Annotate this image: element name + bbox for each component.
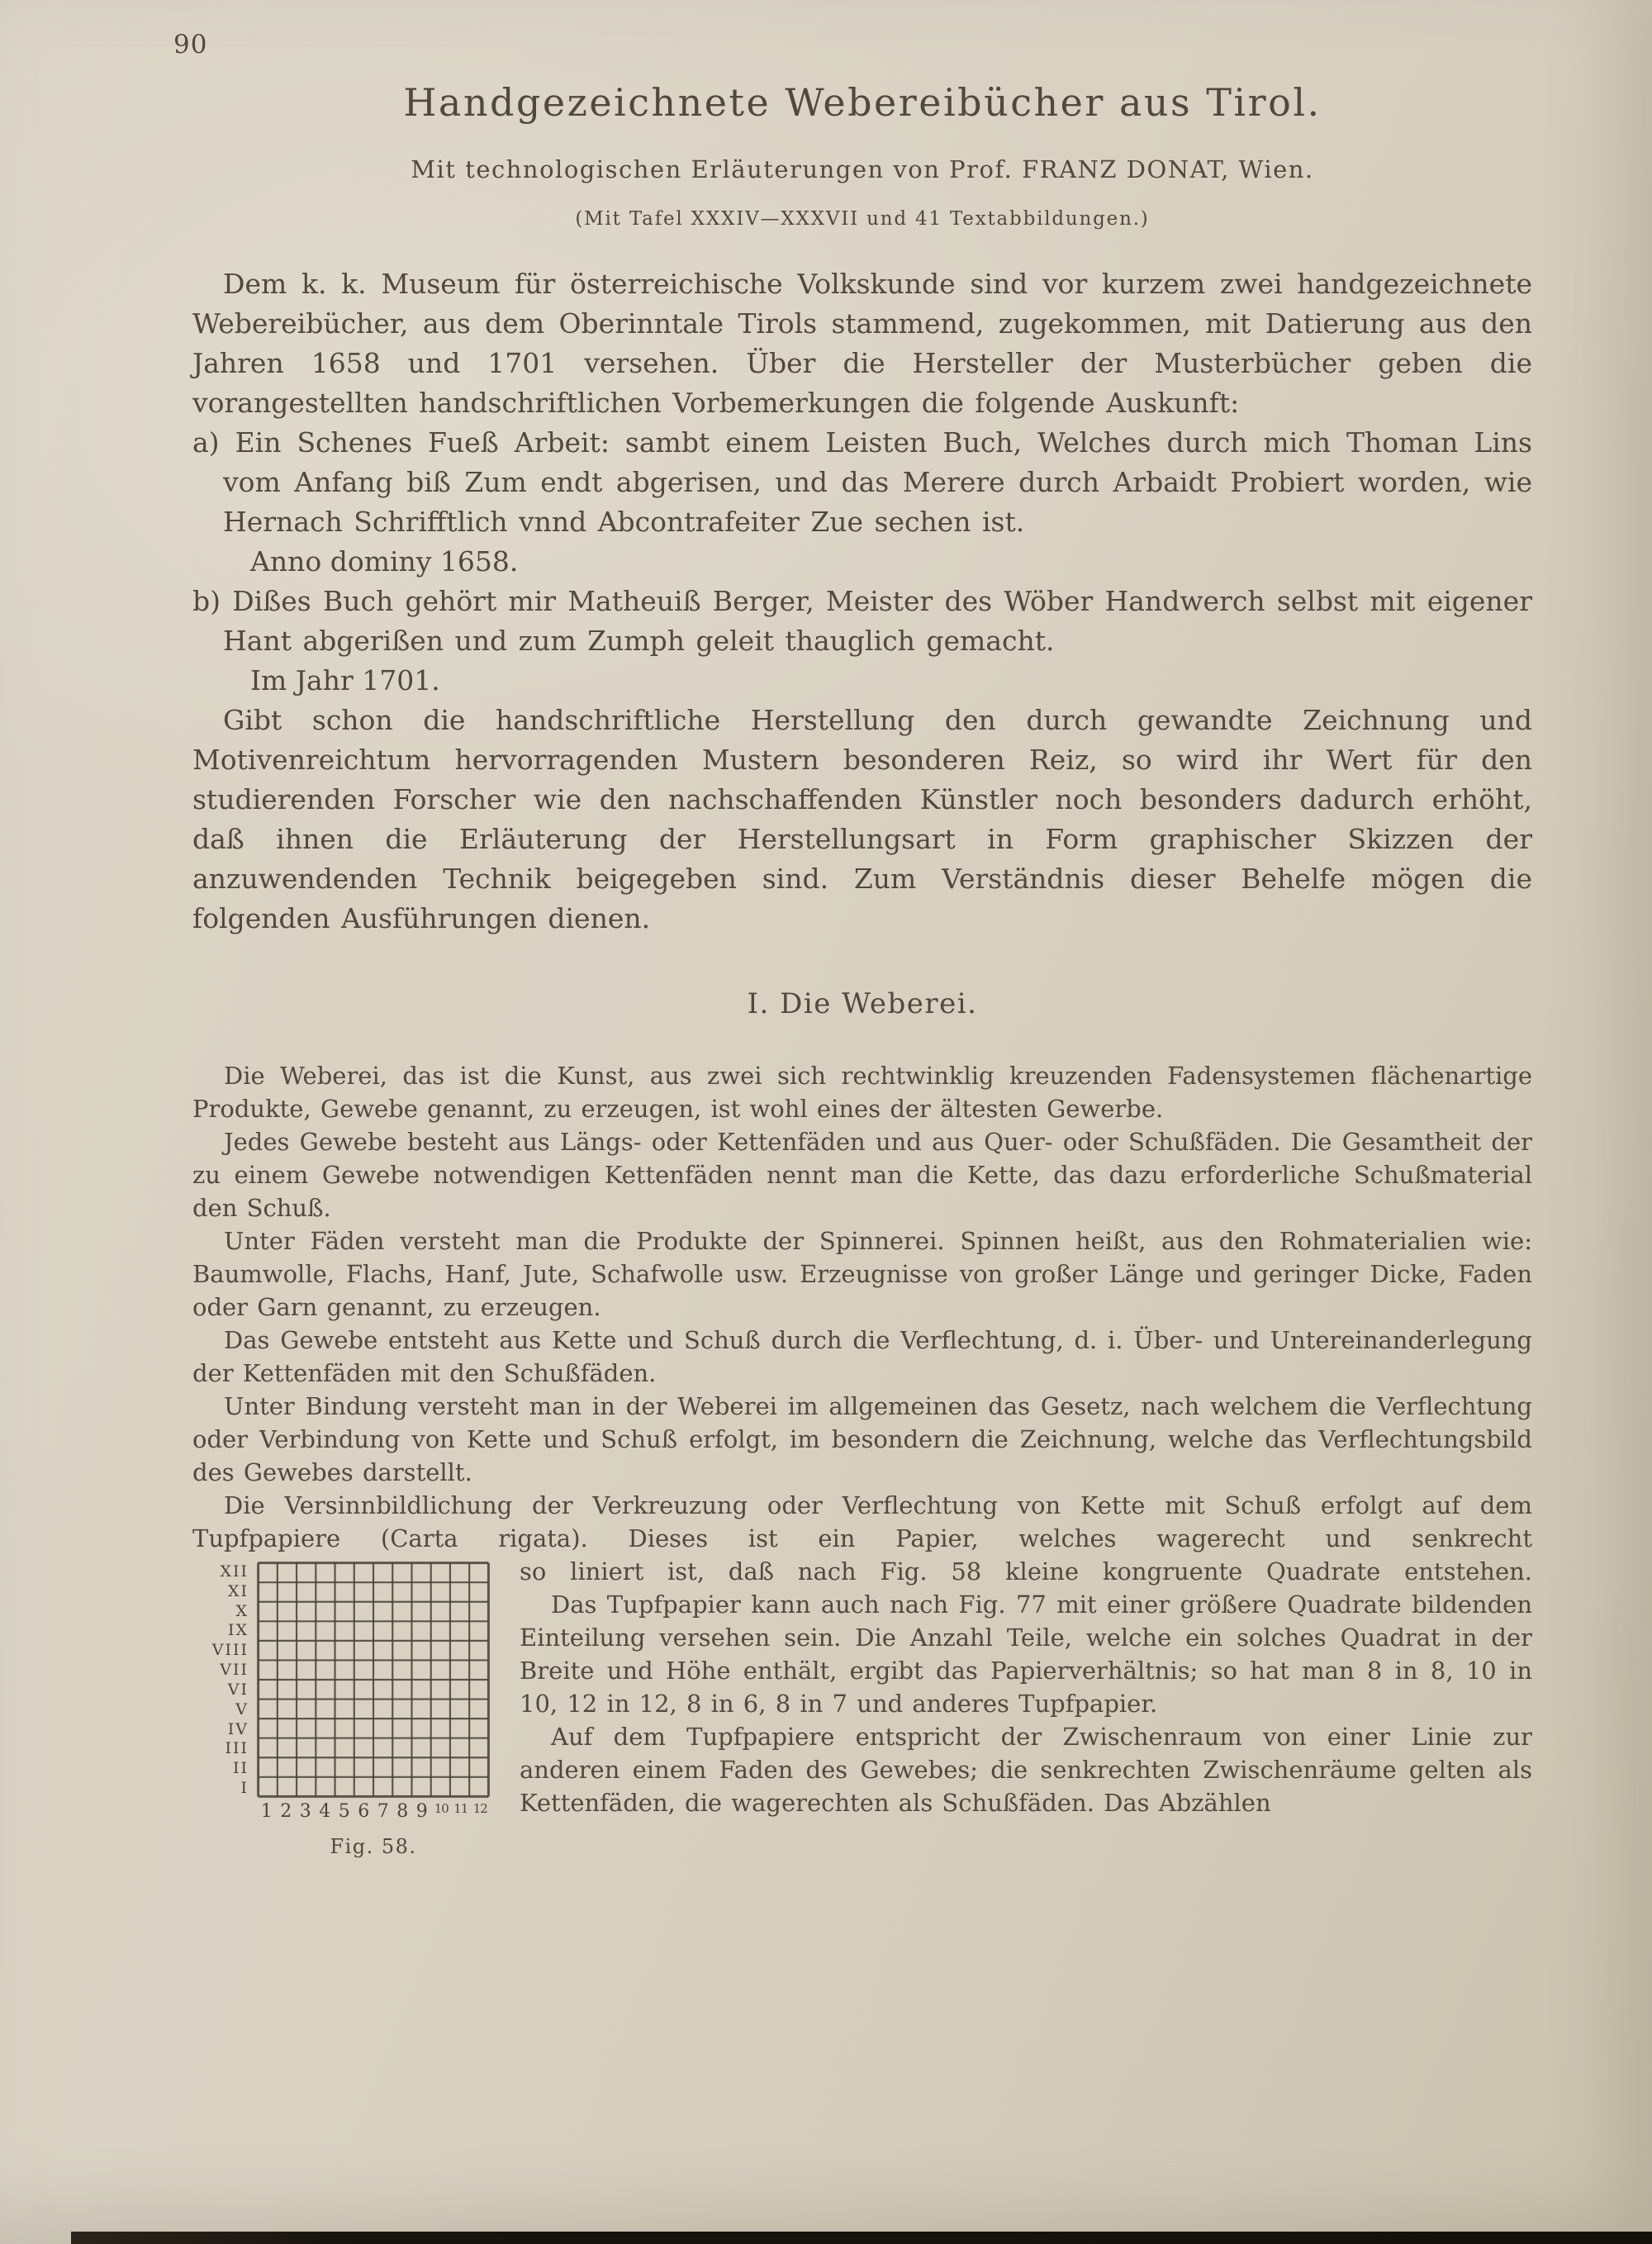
figure-col-label: 6: [358, 1801, 370, 1822]
page-subtitle: Mit technologischen Erläuterungen von Prof. FRANZ DONAT, Wien.: [411, 155, 1314, 183]
list-item-b: [192, 582, 1532, 661]
figure-row-label: VIII: [211, 1641, 249, 1660]
list-item-a-label: a): [192, 426, 220, 459]
section-paragraph: Unter Bindung versteht man in der Weberei im allgemeinen das Gesetz, nach welchem die Verflechtung oder Verbindung von Kette und Schuß erfolgt, im besondern die Zeichnung, welche das Verflechtungsbild des Gewebes darstellt.: [192, 1392, 1532, 1486]
figure-row-label: VII: [220, 1661, 249, 1680]
figure-58: [192, 1562, 500, 1858]
figure-row-labels: [192, 1562, 257, 1798]
section-paragraph: Das Gewebe entsteht aus Kette und Schuß durch die Verflechtung, d. i. Über- und Untereinanderlegung der Kettenfäden mit den Schußfäden.: [192, 1326, 1532, 1387]
figure-col-label: 1: [260, 1801, 273, 1822]
beside-figure-paragraph: Auf dem Tupfpapiere entspricht der Zwischenraum von einer Linie zur anderen einem Faden des Gewebes; die senkrechten Zwischenräume gelten als Kettenfäden, die wagerechten als Schußfäden. Das Abzählen: [520, 1723, 1532, 1817]
list-item-b-date: Im Jahr 1701.: [250, 664, 440, 696]
list-item-a-text: Ein Schenes Fueß Arbeit: sambt einem Leisten Buch, Welches durch mich Thoman Lins vom Anfang biß Zum endt abgerisen, und das Merere durch Arbaidt Probiert worden, wie Hernach Schrifftlich vnnd Abcontrafeiter Zue sechen ist.: [223, 426, 1532, 538]
figure-col-label: 4: [319, 1801, 331, 1822]
intro-paragraph: Dem k. k. Museum für österreichische Volkskunde sind vor kurzem zwei handgezeichnete Webereibücher, aus dem Oberinntale Tirols stammend, zugekommen, mit Datierung aus den Jahren 1658 und 1701 versehen. Über die Hersteller der Musterbücher geben die vorangestellten handschriftlichen Vorbemerkungen die folgende Auskunft:: [192, 268, 1532, 419]
figure-col-label: 11: [453, 1801, 468, 1816]
page-title: Handgezeichnete Webereibücher aus Tirol.: [403, 80, 1322, 125]
figure-col-label: 9: [415, 1801, 428, 1822]
section-paragraph: Die Weberei, das ist die Kunst, aus zwei sich rechtwinklig kreuzenden Fadensystemen flächenartige Produkte, Gewebe genannt, zu erzeugen, ist wohl eines der ältesten Gewerbe.: [192, 1062, 1532, 1123]
list-item-a-date: Anno dominy 1658.: [250, 545, 519, 578]
figure-row-label: XI: [227, 1581, 249, 1600]
section-paragraph: Jedes Gewebe besteht aus Längs- oder Kettenfäden und aus Quer- oder Schußfäden. Die Gesamtheit der zu einem Gewebe notwendigen Kettenfäden nennt man die Kette, das dazu erforderliche Schußmaterial den Schuß.: [192, 1128, 1532, 1222]
beside-figure-paragraph: Das Tupfpapier kann auch nach Fig. 77 mit einer größere Quadrate bildenden Einteilung versehen sein. Die Anzahl Teile, welche ein solches Quadrat in der Breite und Höhe enthält, ergibt das Papierverhältnis; so hat man 8 in 8, 10 in 10, 12 in 12, 8 in 6, 8 in 7 und anderes Tupfpapier.: [520, 1590, 1532, 1718]
page-content: [192, 0, 1532, 1888]
figure-col-label: 12: [472, 1801, 487, 1816]
list-item-b-label: b): [192, 585, 221, 617]
pre-figure-paragraph: Die Versinnbildlichung der Verkreuzung oder Verflechtung von Kette mit Schuß erfolgt auf dem Tupfpapiere (Carta rigata). Dieses ist ein Papier, welches wagerecht und senkrecht: [192, 1491, 1532, 1552]
section-heading: I. Die Weberei.: [747, 987, 978, 1020]
figure-col-label: 8: [396, 1801, 409, 1822]
list-item-a: [192, 423, 1532, 542]
figure-row-label: X: [235, 1601, 249, 1620]
figure-col-label: 7: [377, 1801, 389, 1822]
tupfpapier-grid: [257, 1562, 490, 1798]
figure-col-label: 3: [299, 1801, 311, 1822]
list-item-b-text: Dißes Buch gehört mir Matheuiß Berger, Meister des Wöber Handwerch selbst mit eigener Hant abgerißen und zum Zumph geleit thauglich gemacht.: [223, 585, 1532, 657]
page-number: 90: [173, 30, 208, 59]
figure-row-label: V: [235, 1700, 249, 1719]
figure-grid-area: [192, 1562, 500, 1798]
figure-col-labels: [257, 1801, 490, 1822]
figure-row-label: I: [240, 1779, 249, 1798]
figure-col-label: 2: [280, 1801, 292, 1822]
figure-text-flow: [192, 1555, 1532, 1888]
figure-row-label: IV: [227, 1719, 249, 1738]
beside-figure-paragraph: so liniert ist, daß nach Fig. 58 kleine kongruente Quadrate entstehen.: [520, 1557, 1532, 1586]
figure-row-label: II: [232, 1759, 249, 1778]
scan-bottom-edge: [71, 2232, 1652, 2244]
section-paragraph: Unter Fäden versteht man die Produkte der Spinnerei. Spinnen heißt, aus den Rohmaterialien wie: Baumwolle, Flachs, Hanf, Jute, Schafwolle usw. Erzeugnisse von großer Länge und geringer Dicke, Faden oder Garn genannt, zu erzeugen.: [192, 1227, 1532, 1321]
figure-row-label: III: [225, 1739, 249, 1758]
plates-note: (Mit Tafel XXXIV—XXXVII und 41 Textabbildungen.): [575, 208, 1150, 230]
intro-closing-paragraph: Gibt schon die handschriftliche Herstellung den durch gewandte Zeichnung und Motivenreichtum hervorragenden Mustern besonderen Reiz, so wird ihr Wert für den studierenden Forscher wie den nachschaffenden Künstler noch besonders dadurch erhöht, daß ihnen die Erläuterung der Herstellungsart in Form graphischer Skizzen der anzuwendenden Technik beigegeben sind. Zum Verständnis dieser Behelfe mögen die folgenden Ausführungen dienen.: [192, 704, 1532, 934]
figure-row-label: XII: [220, 1562, 249, 1581]
figure-col-label: 10: [434, 1801, 449, 1816]
figure-row-label: IX: [227, 1621, 249, 1640]
figure-col-label: 5: [338, 1801, 350, 1822]
figure-row-label: VI: [227, 1680, 249, 1699]
figure-caption: Fig. 58.: [330, 1835, 417, 1858]
